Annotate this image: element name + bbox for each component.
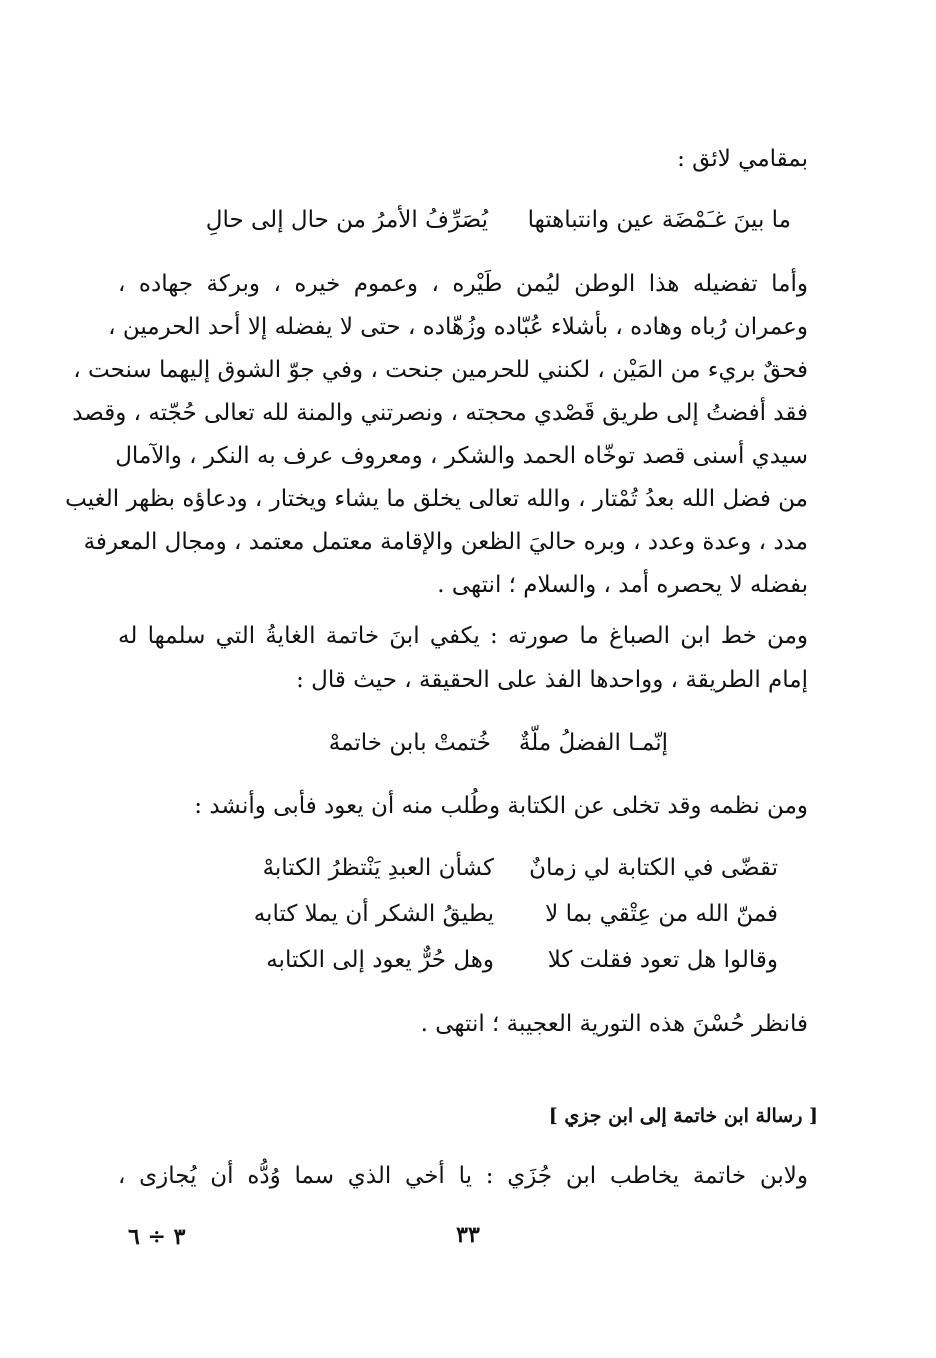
paragraph-2-line-1: ومن خط ابن الصباغ ما صورته : يكفي ابنَ خاتمة الغايةُ التي سلمها له [118,623,808,649]
paragraph-3: ومن نظمه وقد تخلى عن الكتابة وطُلب منه أن يعود فأبى وأنشد : [194,793,808,819]
verse-1-hemistich-2: يُصَرِّفُ الأمرُ من حال إلى حالِ [205,207,488,233]
verse-3-1-hemistich-1: تقضّى في الكتابة لي زمانٌ [529,855,778,881]
verse-2-hemistich-1: إنّمـا الفضلُ ملّةٌ [518,730,668,756]
page-number: ٣٣ [456,1222,480,1248]
paragraph-1-line-2: وعمران رُباه وهاده ، بأشلاء عُبّاده وزُهّاده ، حتى لا يفضله إلا أحد الحرمين ، [108,314,808,340]
paragraph-2-line-2: إمام الطريقة ، وواحدها الفذ على الحقيقة ، حيث قال : [296,667,808,693]
verse-3-1-hemistich-2: كشأن العبدِ يَنْتظرُ الكتابهْ [262,855,494,881]
paragraph-1-line-6: من فضل الله بعدُ تُمْتار ، والله تعالى يخلق ما يشاء ويختار ، ودعاؤه بظهر الغيب [65,486,808,512]
paragraph-1-line-7: مدد ، وعدة وعدد ، وبره حاليَ الظعن والإقامة معتمل معتمد ، ومجال المعرفة [83,529,808,555]
paragraph-1-line-3: فحقٌ بريء من المَيْن ، لكنني للحرمين جنحت ، وفي جوّ الشوق إليهما سنحت ، [73,357,808,383]
paragraph-1-line-1: وأما تفضيله هذا الوطن ليُمن طَيْره ، وعموم خيره ، وبركة جهاده ، [118,271,808,297]
verse-1-hemistich-1: ما بينَ غـَمْضَة عين وانتباهتها [527,207,791,233]
verse-2-hemistich-2: خُتمتْ بابن خاتمهْ [328,730,491,756]
verse-3-2-hemistich-2: يطيقُ الشكر أن يملا كتابه [253,901,494,927]
paragraph-4: فانظر حُسْنَ هذه التورية العجيبة ؛ انتهى . [420,1011,808,1037]
verse-3-3-hemistich-2: وهل حُرٌّ يعود إلى الكتابه [266,947,494,973]
section-heading: [ رسالة ابن خاتمة إلى ابن جزي ] [548,1105,818,1127]
intro-line: بمقامي لائق : [677,146,808,172]
paragraph-1-line-5: سيدي أسنى قصد توخّاه الحمد والشكر ، ومعروف عرف به النكر ، والآمال [115,443,808,469]
signature-mark: ٣ ÷ ٦ [128,1224,186,1250]
paragraph-1-line-8: بفضله لا يحصره أمد ، والسلام ؛ انتهى . [437,572,808,598]
verse-3-3-hemistich-1: وقالوا هل تعود فقلت كلا [547,947,778,973]
verse-3-2-hemistich-1: فمنّ الله من عِتْقي بما لا [545,901,778,927]
paragraph-1-line-4: فقد أفضتُ إلى طريق قَصْدي محجته ، ونصرتني والمنة لله تعالى حُجّته ، وقصد [72,400,808,426]
paragraph-5: ولابن خاتمة يخاطب ابن جُزَي : يا أخي الذي سما وُدُّه أن يُجازى ، [118,1163,808,1189]
